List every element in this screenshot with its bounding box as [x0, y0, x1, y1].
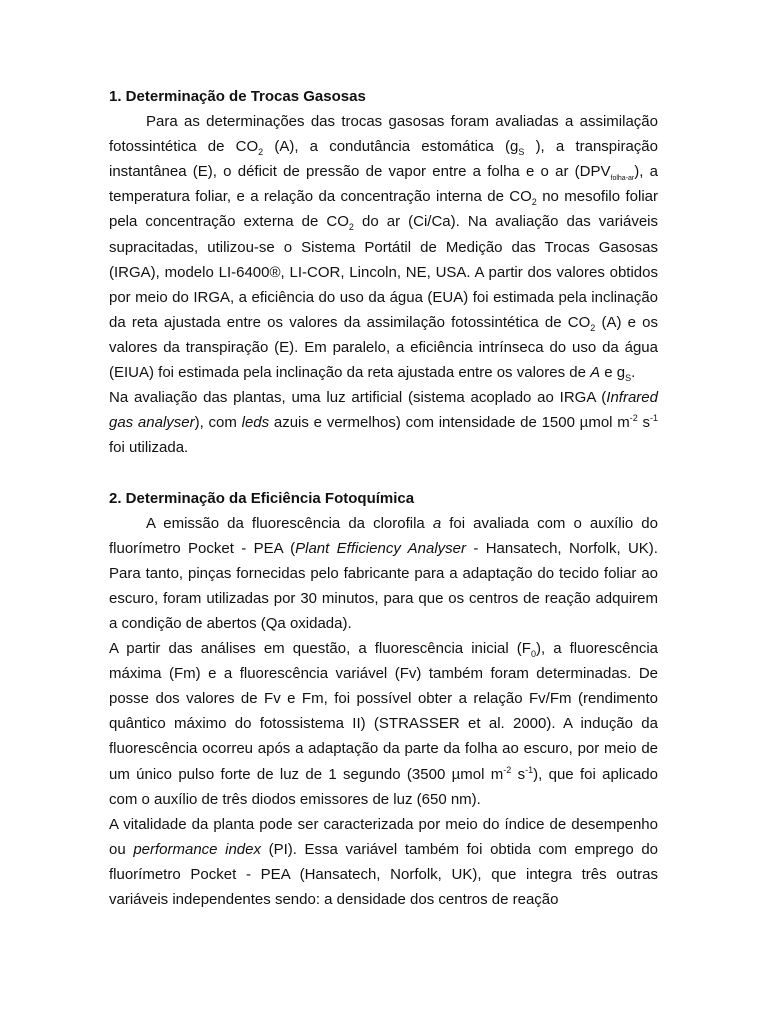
- text-run: ), a temperatura foliar, e a relação da concentração interna de CO: [109, 163, 658, 206]
- subscript: 2: [590, 322, 596, 333]
- italic-text: A: [590, 364, 601, 382]
- text-run: foi utilizada.: [109, 439, 189, 457]
- italic-text: a: [432, 514, 442, 532]
- text-run: s: [637, 414, 650, 432]
- subscript: 0: [530, 649, 536, 660]
- superscript: -1: [650, 413, 659, 424]
- text-run: .: [631, 364, 636, 382]
- italic-text: Plant Efficiency Analyser: [295, 539, 467, 557]
- text-run: (A), a condutância estomática (g: [263, 138, 519, 156]
- text-run: no mesofilo foliar pela concentração externa de CO: [109, 188, 658, 231]
- subscript: folha-ar: [610, 175, 635, 183]
- text-run: (A) e os valores da transpiração (E). Em paralelo, a eficiência intrínseca do uso da água (EIUA) foi estimada pela inclinação da reta ajustada entre os valores de: [109, 313, 658, 382]
- text-run: ), com: [194, 414, 242, 432]
- text-run: do ar (Ci/Ca). Na avaliação das variáveis supracitadas, utilizou-se o Sistema Portátil de Medição das Trocas Gasosas (IRGA), modelo LI-6400®, LI-COR, Lincoln, NE, USA. A partir dos valores obtidos por meio do IRGA, a eficiência do uso da água (EUA) foi estimada pela inclinação da reta ajustada entre os valores da assimilação fotossintética de CO: [109, 213, 658, 331]
- text-run: e g: [600, 364, 626, 382]
- text-run: - Hansatech, Norfolk, UK). Para tanto, pinças fornecidas pelo fabricante para a adaptação do tecido foliar ao escuro, foram utilizadas por 30 minutos, para que os centros de reação adquirem a condição de abertos (Qa oxidada).: [109, 539, 658, 632]
- text-run: A emissão da fluorescência da clorofila: [146, 514, 433, 532]
- section-2-heading: 2. Determinação da Eficiência Fotoquímica: [109, 489, 415, 507]
- italic-text: performance index: [133, 840, 261, 858]
- subscript: 2: [531, 197, 537, 208]
- superscript: -2: [629, 413, 638, 424]
- text-run: Na avaliação das plantas, uma luz artificial (sistema acoplado ao IRGA (: [109, 389, 607, 407]
- text-run: ), a fluorescência máxima (Fm) e a fluorescência variável (Fv) também foram determinadas. De posse dos valores de Fv e Fm, foi possível obter a relação Fv/Fm (rendimento quântico máximo do fotossistema II) (STRASSER et al. 2000). A indução da fluorescência ocorreu após a adaptação da parte da folha ao escuro, por meio de um único pulso forte de luz de 1 segundo (3500 µmol m: [109, 640, 658, 783]
- text-run: (PI). Essa variável também foi obtida com emprego do fluorímetro Pocket - PEA (Hansatech, Norfolk, UK), que integra três outras variáveis independentes sendo: a densidade dos centros de reação: [109, 840, 659, 908]
- section-1-paragraph-1: [109, 109, 658, 385]
- document-page: [109, 84, 658, 912]
- section-2-paragraph-2: [109, 636, 658, 812]
- text-run: Para as determinações das trocas gasosas foram avaliadas a assimilação fotossintética de CO: [109, 113, 658, 156]
- section-1-heading: 1. Determinação de Trocas Gasosas: [109, 88, 366, 105]
- subscript: S: [625, 373, 632, 384]
- text-run: azuis e vermelhos) com intensidade de 1500 µmol m: [269, 414, 630, 432]
- text-run: s: [511, 765, 526, 783]
- subscript: 2: [258, 147, 264, 158]
- section-spacer: [109, 460, 658, 485]
- superscript: -2: [503, 764, 512, 775]
- text-run: ), que foi aplicado com o auxílio de três diodos emissores de luz (650 nm).: [109, 765, 658, 808]
- section-2-paragraph-1: [109, 511, 658, 636]
- section-2-paragraph-3: [109, 812, 658, 912]
- italic-text: Infrared gas analyser: [109, 389, 658, 432]
- superscript: -1: [525, 764, 534, 775]
- text-run: ), a transpiração instantânea (E), o déficit de pressão de vapor entre a folha e o ar (DPV: [109, 138, 658, 181]
- subscript: S: [518, 147, 525, 158]
- italic-text: leds: [241, 414, 270, 432]
- text-run: A vitalidade da planta pode ser caracterizada por meio do índice de desempenho ou: [109, 815, 658, 858]
- text-run: A partir das análises em questão, a fluorescência inicial (F: [109, 640, 531, 658]
- section-1-paragraph-2: [109, 385, 658, 460]
- text-run: foi avaliada com o auxílio do fluorímetro Pocket - PEA (: [109, 514, 658, 557]
- subscript: 2: [348, 222, 354, 233]
